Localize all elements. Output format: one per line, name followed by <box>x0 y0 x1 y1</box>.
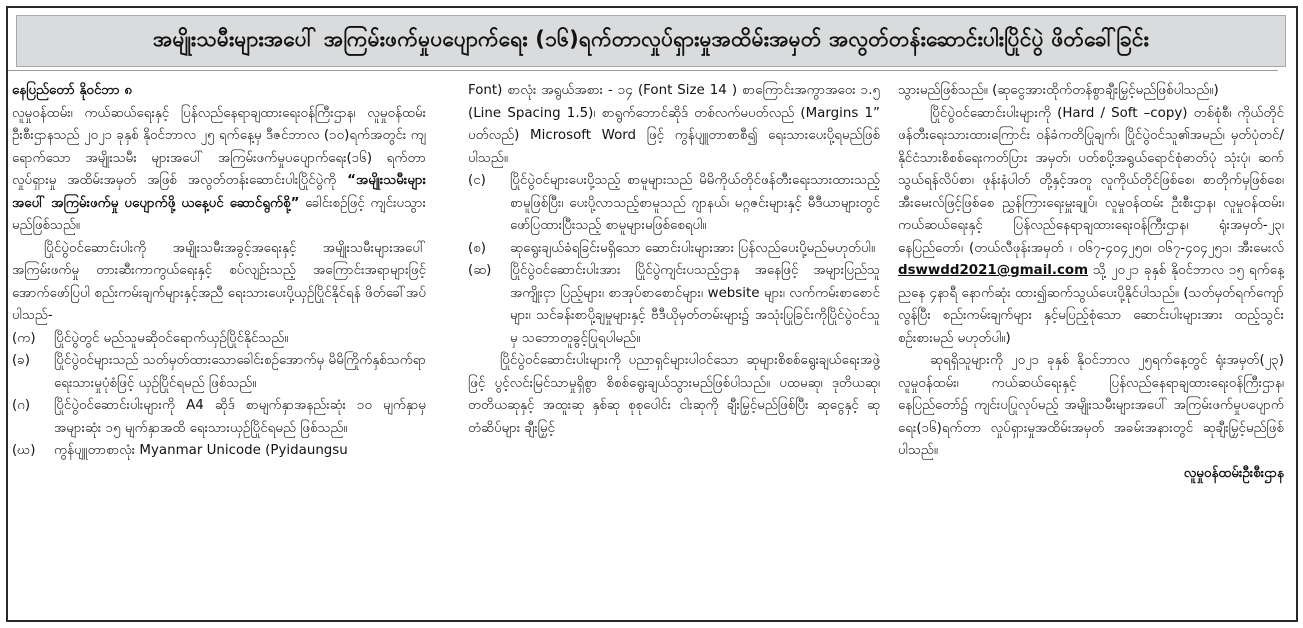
rule-text: ပြိုင်ပွဲဝင်များပေးပို့သည့် စာမူများသည် မိမိကိုယ်တိုင်ဖန်တီးရေးသားထားသည့် စာမူဖြစ်ပြီး၊ ပေးပို့လာသည့်စာမူသည် ဂျာနယ်၊ မဂ္ဂဇင်းများနှင့် မီဒီယာများတွင် ဖော်ပြထားပြီးသည့် စာမူများမဖြစ်စေရပါ။ <box>510 173 880 233</box>
rule-item <box>468 238 880 261</box>
contest-theme: “အမျိုးသမီးများအပေါ် အကြမ်းဖက်မှု ပပျောက်ဖို့ ယနေ့ပင် ဆောင်ရွက်စို့” <box>12 173 426 211</box>
rule-continuation: Font) စာလုံး အရွယ်အစား - ၁၄ (Font Size 14 ) စာကြောင်းအကွာအဝေး ၁.၅ (Line Spacing 1.5)၊ စာရွက်ဘောင်ဆိုဒ် တစ်လက်မပတ်လည် (Margins 1” ပတ်လည်) Microsoft Word ဖြင့် ကွန်ပျူတာစာစီ၍ ရေးသားပေးပို့ရမည်ဖြစ်ပါသည်။ <box>468 83 880 166</box>
rule-marker: (စ) <box>468 240 486 256</box>
rule-text: ပြိုင်ပွဲဝင်ဆောင်းပါးအား ပြိုင်ပွဲကျင်းပသည့်ဌာန အနေဖြင့် အများပြည်သူ အကျိုးငှာ ပြည့်များ၊ စာအုပ်စာစောင်များ၊ website များ၊ လက်ကမ်းစာစောင်များ၊ သင်ခန်းစာပို့ချမှုများနှင့် ဗီဒီယိုမှတ်တမ်းများ၌ အသုံးပြုခြင်းကိုပြိုင်ပွဲဝင်သူမှ သဘောတူခွင့်ပြုရပါမည်။ <box>510 263 880 346</box>
rule-text: ပြိုင်ပွဲတွင် မည်သူမဆိုဝင်ရောက်ယှဉ်ပြိုင်နိုင်သည်။ <box>54 330 289 346</box>
rule-item <box>12 328 426 351</box>
rule-text: ဆုရွေးချယ်ခံရခြင်းမရှိသော ဆောင်းပါးများအား ပြန်လည်ပေးပို့မည်မဟုတ်ပါ။ <box>510 240 876 256</box>
rule-marker: (ဃ) <box>12 443 36 458</box>
headline-banner <box>16 15 1286 67</box>
column-3 <box>898 80 1284 608</box>
divider <box>8 70 1278 71</box>
rule-text: ပြိုင်ပွဲဝင်ဆောင်းပါးများကို A4 ဆိုဒ် စာမျက်နှာအနည်းဆုံး ၁၀ မျက်နှာမှ အများဆုံး ၁၅ မျက်နှာအထိ ရေးသားယှဉ်ပြိုင်ရမည် ဖြစ်သည်။ <box>54 398 426 436</box>
column-2 <box>468 80 880 608</box>
submission-paragraph <box>898 103 1284 351</box>
rule-marker: (ဆ) <box>468 263 492 278</box>
intro-text-end: ခေါင်းစဉ်ဖြင့် ကျင်းပသွားမည်ဖြစ်သည်။ <box>12 195 426 233</box>
headline: အမျိုးသမီးများအပေါ် အကြမ်းဖက်မှုပပျောက်ရေး (၁၆)ရက်တာလှုပ်ရှားမှုအထိမ်းအမှတ် အလွတ်တန်းဆောင်းပါးပြိုင်ပွဲ ဖိတ်ခေါ်ခြင်း <box>153 26 1149 51</box>
rule-text: ပြိုင်ပွဲဝင်များသည် သတ်မှတ်ထားသောခေါင်းစဉ်အောက်မှ မိမိကြိုက်နှစ်သက်ရာ ရေးသားမှုပုံစံဖြင့် ယှဉ်ပြိုင်ရမည် ဖြစ်သည်။ <box>54 353 426 391</box>
column-1 <box>12 80 426 608</box>
award-paragraph: ဆုရရှိသူများကို ၂၀၂၁ ခုနှစ် နိုဝင်ဘာလ ၂၅ရက်နေ့တွင် ရုံးအမှတ်(၂၃) လူမှုဝန်ထမ်း၊ ကယ်ဆယ်ရေးနှင့် ပြန်လည်နေရာချထားရေးဝန်ကြီးဌာန၊ နေပြည်တော်၌ ကျင်းပပြုလုပ်မည့် အမျိုးသမီးများအပေါ် အကြမ်းဖက်မှုပပျောက်ရေး(၁၆)ရက်တာ လှုပ်ရှားမှုအထိမ်းအမှတ် အခမ်းအနားတွင် ဆုချီးမြှင့်မည်ဖြစ်ပါသည်။ <box>898 353 1284 458</box>
rule-marker: (ခ) <box>12 353 30 368</box>
invitation-paragraph: ပြိုင်ပွဲဝင်ဆောင်းပါးကို အမျိုးသမီးအခွင့်အရေးနှင့် အမျိုးသမီးများအပေါ် အကြမ်းဖက်မှု တားဆီးကာကွယ်ရေးနှင့် စပ်လျဉ်းသည့် အကြောင်းအရာများဖြင့် အောက်ဖော်ပြပါ စည်းကမ်းချက်များနှင့်အညီ ရေးသားပေးပို့ယှဉ်ပြိုင်နိုင်ရန် ဖိတ်ခေါ်အပ်ပါသည်- <box>12 240 426 323</box>
rule-marker: (ဂ) <box>12 398 31 413</box>
judging-paragraph: ပြိုင်ပွဲဝင်ဆောင်းပါးများကို ပညာရှင်များပါဝင်သော ဆုများစိစစ်ရွေးချယ်ရေးအဖွဲ့ဖြင့် ပွင့်လင်းမြင်သာမှုရှိစွာ စိစစ်ရွေးချယ်သွားမည်ဖြစ်ပါသည်။ ပထမဆု၊ ဒုတိယဆု၊ တတိယဆုနှင့် အထူးဆု နှစ်ဆု စုစုပေါင်း ငါးဆုကို ချီးမြှင့်မည်ဖြစ်ပြီး ဆုငွေနှင့် ဆုတံဆိပ်များ ချီးမြှင့် <box>468 353 880 436</box>
rule-text: ကွန်ပျူတာစာလုံး Myanmar Unicode (Pyidaungsu <box>54 443 348 458</box>
intro-paragraph <box>12 103 426 238</box>
rule-marker: (က) <box>12 330 36 346</box>
rule-item <box>468 170 880 238</box>
submission-text-end: သို့ ၂၀၂၁ ခုနှစ် နိုဝင်ဘာလ ၁၅ ရက်နေ့ ညနေ ၄နာရီ နောက်ဆုံး ထား၍ဆက်သွယ်ပေးပို့နိုင်ပါသည်။ (သတ်မှတ်ရက်ကျော်လွန်ပြီး စည်းကမ်းချက်များ နှင့်မပြည့်စုံသော ဆောင်းပါးများအား ထည့်သွင်းစဉ်းစားမည် မဟုတ်ပါ။) <box>898 263 1284 346</box>
rule-item <box>12 440 426 463</box>
email-link[interactable]: dswwdd2021@gmail.com <box>898 263 1089 278</box>
prize-continuation: သွားမည်ဖြစ်သည်။ (ဆုငွေအားထိုက်တန်စွာချီးမြှင့်မည်ဖြစ်ပါသည်။) <box>898 83 1219 98</box>
intro-text: လူမှုဝန်ထမ်း၊ ကယ်ဆယ်ရေးနှင့် ပြန်လည်နေရာချထားရေးဝန်ကြီးဌာန၊ လူမှုဝန်ထမ်းဦးစီးဌာနသည် ၂၀၂၁ ခုနှစ် နိုဝင်ဘာလ ၂၅ ရက်နေ့မှ ဒီဇင်ဘာလ (၁၀)ရက်အတွင်း ကျရောက်သော အမျိုးသမီး များအပေါ် အကြမ်းဖက်မှုပပျောက်ရေး(၁၆) ရက်တာလှုပ်ရှားမှု အထိမ်းအမှတ် အဖြစ် အလွတ်တန်းဆောင်းပါးပြိုင်ပွဲကို <box>12 105 426 188</box>
dateline: နေပြည်တော် နိုဝင်ဘာ ၈ <box>12 83 133 98</box>
rule-marker: (င) <box>468 173 486 188</box>
rule-item <box>12 395 426 440</box>
submission-text: ပြိုင်ပွဲဝင်ဆောင်းပါးများကို (Hard / Soft –copy) တစ်စုံစီ၊ ကိုယ်တိုင်ဖန်တီးရေးသားထားကြောင်း ဝန်ခံကတိပြုချက်၊ ပြိုင်ပွဲဝင်သူ၏အမည်၊ မှတ်ပုံတင်/နိုင်ငံသားစိစစ်ရေးကတ်ပြား အမှတ်၊ ပတ်စပို့အရွယ်ရောင်စုံဓာတ်ပုံ သုံးပုံ၊ ဆက်သွယ်ရန်လိပ်စာ၊ ဖုန်းနံပါတ် တို့နှင့်အတူ လူကိုယ်တိုင်ဖြစ်စေ၊ စာတိုက်မှဖြစ်စေ၊ အီးမေးလ်ဖြင့်ဖြစ်စေ ညွှန်ကြားရေးမှူးချုပ်၊ လူမှုဝန်ထမ်း ဦးစီးဌာန၊ လူမှုဝန်ထမ်း၊ ကယ်ဆယ်ရေးနှင့် ပြန်လည်နေရာချထားရေးဝန်ကြီးဌာန၊ ရုံးအမှတ်-၂၃၊ နေပြည်တော်၊ (တယ်လီဖုန်းအမှတ် ၊ ၀၆၇-၄၀၄၂၅၀၊ ၀၆၇-၄၀၄၂၅၁၊ အီးမေးလ် <box>898 105 1284 256</box>
rule-item <box>12 350 426 395</box>
rule-item <box>468 260 880 350</box>
signature: လူမှုဝန်ထမ်းဦးစီးဌာန <box>1183 465 1284 481</box>
